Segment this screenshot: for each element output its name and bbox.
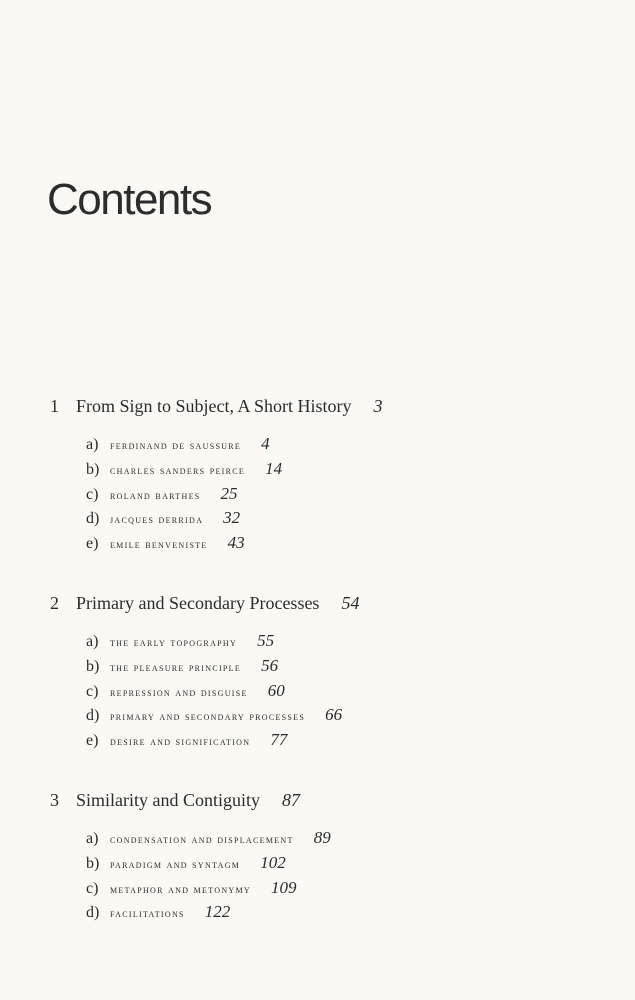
section-entry[interactable] (86, 457, 610, 482)
section-letter: c) (86, 485, 99, 503)
section-letter: d) (86, 707, 100, 725)
section-page-number: 66 (325, 705, 343, 725)
section-page-number: 122 (204, 902, 231, 922)
section-title: jacques derrida (110, 512, 204, 527)
section-page-number: 102 (260, 852, 286, 872)
section-letter: b) (86, 657, 100, 675)
section-letter: c) (86, 879, 99, 897)
section-entry[interactable] (86, 482, 610, 507)
chapter-number: 1 (50, 396, 59, 416)
chapter-page-number: 3 (373, 396, 383, 416)
chapter-heading[interactable] (50, 394, 610, 418)
section-page-number: 14 (265, 458, 283, 478)
section-page-number: 60 (267, 680, 285, 700)
section-title: ferdinand de saussure (110, 438, 242, 452)
section-entry[interactable] (86, 703, 610, 728)
section-title: the pleasure principle (110, 659, 242, 674)
section-letter: a) (86, 436, 99, 453)
section-entry[interactable] (86, 900, 610, 925)
chapter-1 (50, 394, 610, 556)
chapter-title: Primary and Secondary Processes (76, 593, 320, 613)
section-letter: b) (86, 460, 100, 478)
section-entry[interactable] (86, 679, 610, 704)
section-entry[interactable] (86, 851, 610, 876)
section-title: desire and signification (110, 734, 251, 748)
chapter-title: Similarity and Contiguity (76, 790, 260, 810)
chapter-page-number: 54 (341, 593, 360, 613)
section-page-number: 109 (270, 877, 297, 897)
section-page-number: 25 (220, 483, 238, 503)
section-page-number: 55 (257, 631, 275, 650)
section-page-number: 4 (261, 434, 270, 453)
chapter-heading[interactable] (50, 591, 610, 615)
chapter-number: 2 (50, 593, 59, 613)
chapter-2 (50, 591, 610, 753)
section-list (50, 826, 610, 925)
section-entry[interactable] (86, 826, 610, 851)
section-letter: b) (86, 854, 100, 872)
section-letter: a) (86, 633, 99, 650)
section-title: roland barthes (110, 487, 201, 502)
chapter-heading[interactable] (50, 788, 610, 812)
section-title: charles sanders peirce (110, 462, 246, 477)
section-letter: e) (86, 732, 99, 749)
section-entry[interactable] (86, 629, 610, 654)
chapter-page-number: 87 (282, 790, 300, 810)
section-entry[interactable] (86, 506, 610, 531)
section-entry[interactable] (86, 876, 610, 901)
chapter-title: From Sign to Subject, A Short History (76, 396, 352, 416)
section-entry[interactable] (86, 728, 610, 753)
section-title: paradigm and syntagm (110, 856, 241, 871)
chapter-number: 3 (50, 790, 59, 810)
section-page-number: 77 (270, 730, 288, 749)
section-title: primary and secondary processes (110, 709, 306, 724)
section-title: facilitations (110, 906, 185, 921)
page-title: Contents (47, 175, 212, 224)
section-entry[interactable] (86, 654, 610, 679)
section-letter: d) (86, 510, 100, 528)
section-title: repression and disguise (110, 684, 248, 699)
section-letter: c) (86, 682, 99, 700)
section-entry[interactable] (86, 531, 610, 556)
chapter-3 (50, 788, 610, 925)
section-list (50, 432, 610, 556)
section-letter: a) (86, 830, 99, 847)
section-entry[interactable] (86, 432, 610, 457)
section-page-number: 32 (223, 508, 241, 528)
section-title: emile benveniste (110, 537, 208, 551)
section-letter: d) (86, 904, 100, 922)
section-letter: e) (86, 535, 99, 552)
section-title: condensation and displacement (110, 832, 294, 846)
section-page-number: 89 (313, 828, 331, 847)
section-page-number: 56 (261, 655, 279, 675)
section-page-number: 43 (227, 533, 245, 552)
section-list (50, 629, 610, 753)
section-title: metaphor and metonymy (110, 881, 251, 896)
section-title: the early topography (110, 635, 238, 649)
